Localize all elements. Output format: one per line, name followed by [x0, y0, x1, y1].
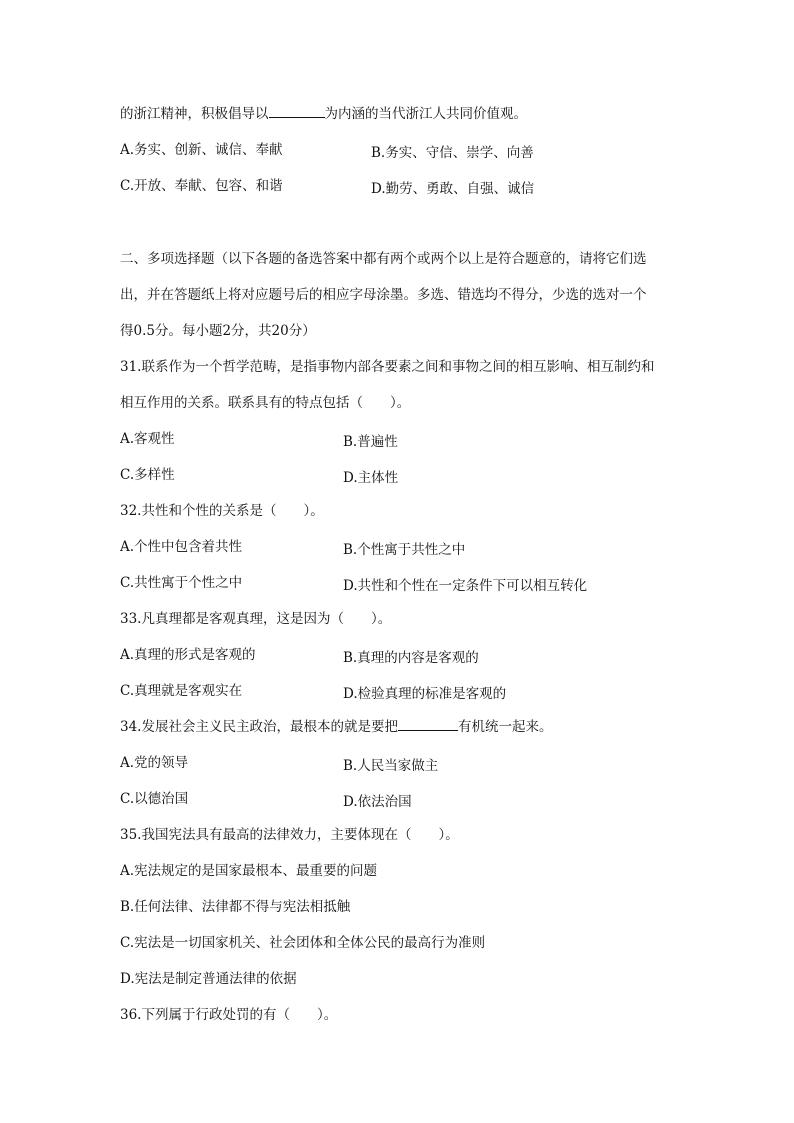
option-d: D.依法治国: [343, 794, 412, 810]
option-b: B.务实、守信、崇学、向善: [371, 145, 534, 161]
option-c: C.以德治国: [120, 791, 189, 807]
option-b: B.普遍性: [343, 434, 398, 450]
fill-in-blank: [398, 718, 458, 731]
option-a: A.客观性: [120, 431, 175, 447]
stem-text-after: 为内涵的当代浙江人共同价值观。: [324, 106, 527, 122]
question-32-stem: 32.共性和个性的关系是（ ）。: [120, 503, 324, 519]
question-35-stem: 35.我国宪法具有最高的法律效力，主要体现在（ ）。: [120, 827, 459, 843]
option-b: B.人民当家做主: [343, 758, 439, 774]
fill-in-blank: [269, 105, 325, 118]
section-heading: 二、多项选择题（以下各题的备选答案中都有两个或两个以上是符合题意的，请将它们选: [120, 251, 647, 267]
question-34-stem: [120, 718, 552, 736]
section-heading: 得0.5分。每小题2分，共20分）: [120, 323, 316, 339]
option-a: A.务实、创新、诚信、奉献: [120, 142, 283, 158]
option-row: [120, 141, 283, 159]
option-d: D.主体性: [343, 470, 399, 486]
option-c: C.开放、奉献、包容、和谐: [120, 178, 283, 194]
option-a: A.宪法规定的是国家最根本、最重要的问题: [120, 863, 378, 879]
option-a: A.个性中包含着共性: [120, 539, 243, 555]
option-d: D.检验真理的标准是客观的: [343, 686, 507, 702]
stem-text-before: 34.发展社会主义民主政治，最根本的就是要把: [120, 719, 398, 735]
option-b: B.真理的内容是客观的: [343, 650, 479, 666]
option-b: B.个性寓于共性之中: [343, 542, 466, 558]
question-36-stem: 36.下列属于行政处罚的有（ ）。: [120, 1007, 338, 1023]
option-d: D.共性和个性在一定条件下可以相互转化: [343, 578, 588, 594]
question-33-stem: 33.凡真理都是客观真理，这是因为（ ）。: [120, 611, 392, 627]
stem-text-before: 的浙江精神，积极倡导以: [120, 106, 269, 122]
question-31-stem: 相互作用的关系。联系具有的特点包括（ ）。: [120, 395, 411, 411]
option-d: D.宪法是制定普通法律的依据: [120, 971, 297, 987]
option-c: C.宪法是一切国家机关、社会团体和全体公民的最高行为准则: [120, 935, 486, 951]
question-30-stem: [120, 105, 527, 123]
option-c: C.真理就是客观实在: [120, 683, 243, 699]
section-heading: 出，并在答题纸上将对应题号后的相应字母涂墨。多选、错选均不得分，少选的选对一个: [120, 287, 647, 303]
option-c: C.多样性: [120, 467, 175, 483]
stem-text-after: 有机统一起来。: [457, 719, 553, 735]
question-31-stem: 31.联系作为一个哲学范畴，是指事物内部各要素之间和事物之间的相互影响、相互制约和: [120, 359, 655, 375]
option-d: D.勤劳、勇敢、自强、诚信: [371, 181, 535, 197]
option-a: A.党的领导: [120, 755, 189, 771]
option-row: [120, 177, 283, 195]
option-c: C.共性寓于个性之中: [120, 575, 243, 591]
option-b: B.任何法律、法律都不得与宪法相抵触: [120, 899, 351, 915]
option-a: A.真理的形式是客观的: [120, 647, 256, 663]
